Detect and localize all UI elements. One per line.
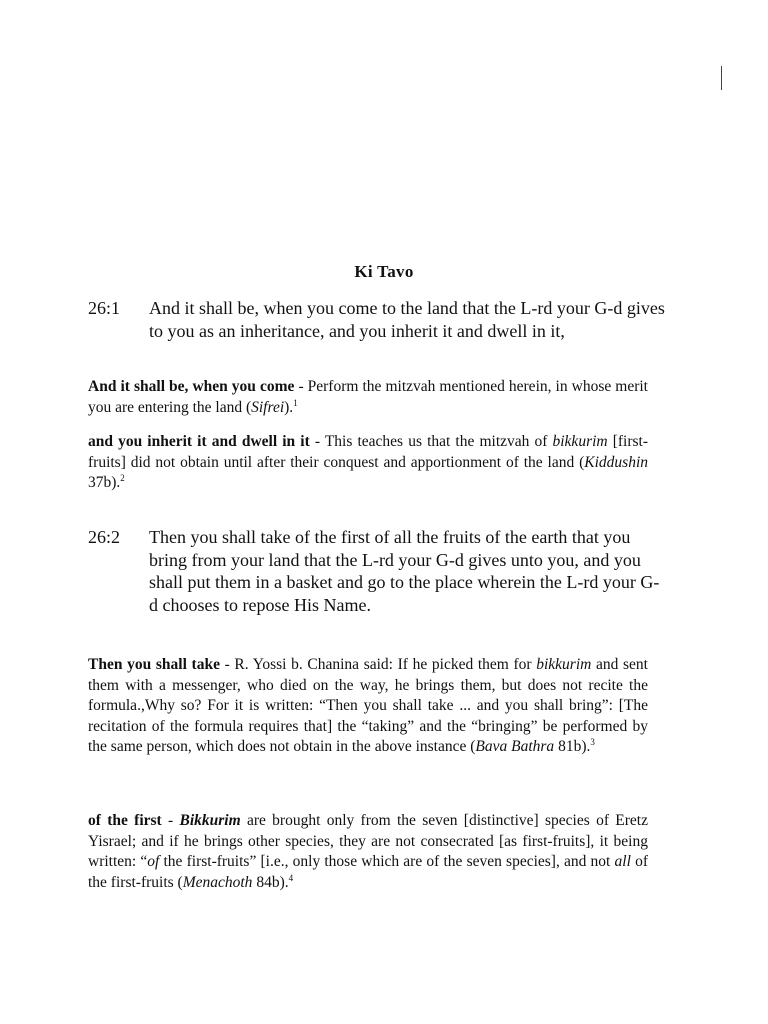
verse-number: 26:1: [88, 298, 121, 318]
page-edge-mark: [721, 66, 722, 90]
commentary-text: -: [161, 812, 180, 829]
commentary-text: ).: [284, 398, 294, 416]
term: bikkurim: [536, 656, 592, 673]
commentary-paragraph-1: [88, 377, 648, 418]
source-citation: Kiddushin: [584, 453, 648, 471]
emphasis: of: [147, 853, 160, 870]
commentary-text: - This teaches us that the mitzvah of: [309, 433, 553, 450]
verse-text: Then you shall take of the first of all the fruits of the earth that you bring from your land that the L-rd your G-d gives unto you, and you shall put them in a basket and go to the place wherein the L-rd your G-d chooses to repose His Name.: [149, 527, 660, 615]
emphasis: all: [614, 853, 631, 870]
commentary-text: - R. Yossi b. Chanina said: If he picked them for: [219, 656, 537, 673]
verse-number: 26:2: [88, 527, 121, 547]
commentary-paragraph-2: [88, 432, 648, 494]
source-citation: Bava Bathra: [475, 738, 555, 755]
commentary-text: the first-fruits” [i.e., only those which are of the seven species], and not: [159, 853, 615, 870]
commentary-text: and sent them with a messenger, who died on the way, he brings them, but does not recite the formula.,Why so? For it is written: “Then you shall take ... and you shall bring”: [The recitation of the formula requires that] the “taking” and the “bringing” be performed by the same person, which does not obtain in the above instance (: [88, 656, 648, 755]
verse-26-2: [88, 526, 668, 616]
footnote-marker: 3: [590, 736, 595, 747]
commentary-text: - Perform the mitzvah mentioned herein, in whose merit you are entering the land (: [88, 378, 648, 416]
page-title: Ki Tavo: [354, 262, 414, 281]
verse-text: And it shall be, when you come to the land that the L-rd your G-d gives to you as an inheritance, and you inherit it and dwell in it,: [149, 298, 665, 341]
commentary-text: of the first-fruits (: [88, 853, 648, 891]
commentary-text: are brought only from the seven [distinctive] species of Eretz Yisrael; and if he brings other species, they are not consecrated [as first-fruits], it being written: “: [88, 812, 648, 870]
verse-26-1: [88, 297, 668, 342]
commentary-paragraph-3: [88, 655, 648, 758]
source-citation: Menachoth: [182, 873, 253, 891]
term: Bikkurim: [179, 812, 241, 829]
footnote-marker: 1: [293, 397, 298, 408]
term: bikkurim: [552, 433, 608, 450]
commentary-text: [first-fruits] did not obtain until after their conquest and apportionment of the land (: [88, 433, 648, 471]
commentary-text: 84b).: [252, 873, 289, 891]
commentary-lemma: And it shall be, when you come: [88, 378, 295, 395]
commentary-lemma: of the first: [88, 812, 162, 829]
commentary-text: 81b).: [554, 738, 591, 755]
commentary-text: 37b).: [88, 474, 121, 491]
footnote-marker: 2: [120, 472, 125, 483]
footnote-marker: 4: [288, 872, 294, 883]
commentary-lemma: and you inherit it and dwell in it: [88, 433, 310, 450]
commentary-paragraph-4: [88, 811, 648, 893]
source-citation: Sifrei: [251, 398, 285, 416]
commentary-lemma: Then you shall take: [88, 656, 220, 673]
